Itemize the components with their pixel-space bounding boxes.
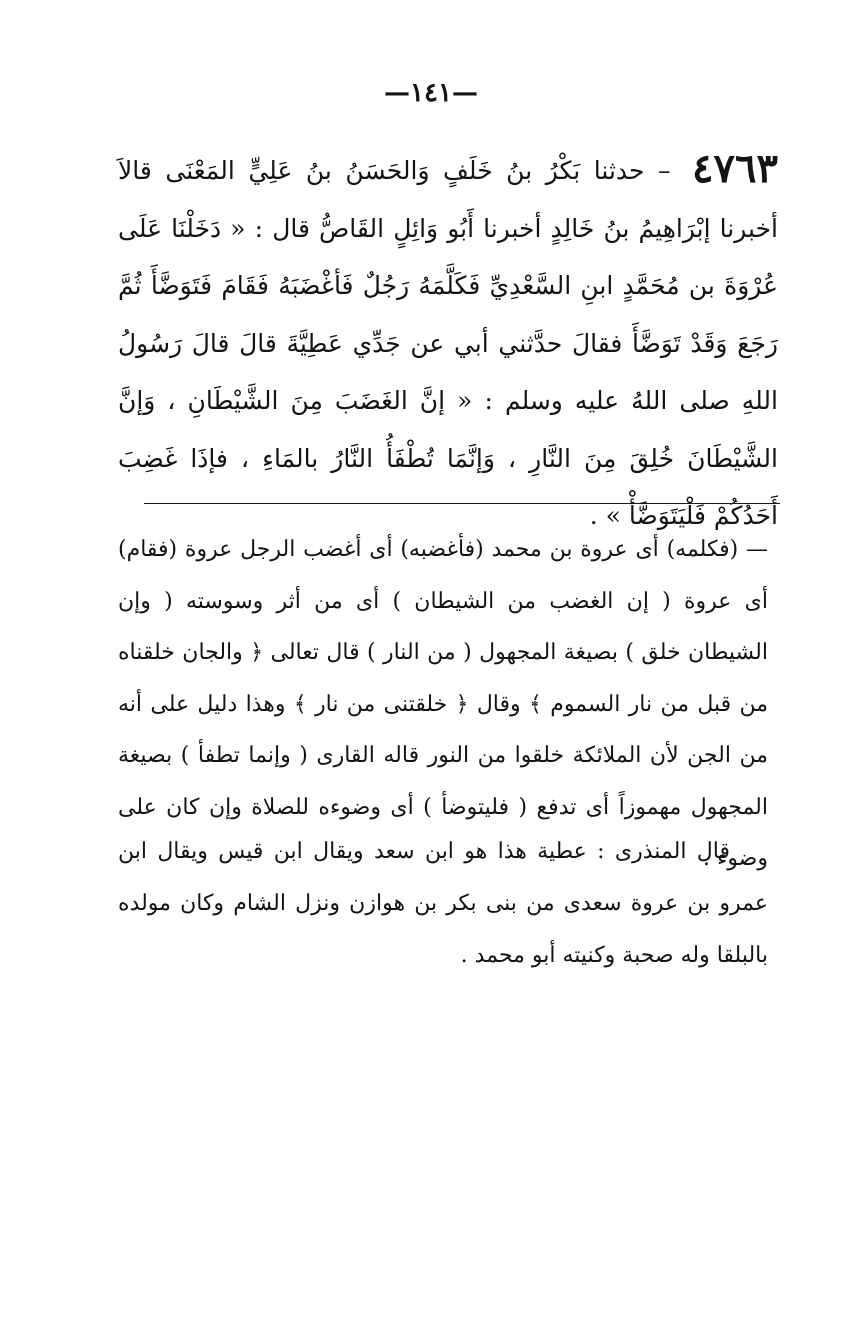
hadith-paragraph — [118, 140, 778, 545]
mundhiri-note: قال المنذرى : عطية هذا هو ابن سعد ويقال ابن قيس ويقال ابن عمرو بن عروة سعدى من بنى بكر بن هوازن ونزل الشام وكان مولده بالبلقا وله صحبة وكنيته أبو محمد . — [118, 839, 768, 968]
commentary-paragraph: — (فكلمه) أى عروة بن محمد (فأغضبه) أى أغضب الرجل عروة (فقام) أى عروة ( إن الغضب من الشيطان ) أى من أثر وسوسته ( وإن الشيطان خلق ) بصيغة المجهول ( من النار ) قال تعالى ﴿ والجان خلقناه من قبل من نار السموم ﴾ وقال ﴿ خلقتنى من نار ﴾ وهذا دليل على أنه من الجن لأن الملائكة خلقوا من النور قاله القارى ( وإنما تطفأ ) بصيغة المجهول مهموزاً أى تدفع ( فليتوضأ ) أى وضوءه للصلاة وإن كان على وضوء . — [118, 537, 768, 871]
section-divider — [144, 503, 780, 504]
hadith-text: – حدثنا بَكْرُ بنُ خَلَفٍ وَالحَسَنُ بنُ عَلِيٍّ المَعْنَى قالاَ أخبرنا إبْرَاهِيمُ بنُ خَالِدٍ أخبرنا أَبُو وَائِلٍ القَاصُّ قال : « دَخَلْنَا عَلَى عُرْوَةَ بن مُحَمَّدٍ ابنِ السَّعْدِيِّ فَكَلَّمَهُ رَجُلٌ فَأغْضَبَهُ فَقَامَ فَتَوَضَّأَ ثُمَّ رَجَعَ وَقَدْ تَوَضَّأَ فقالَ حدَّثني أبي عن جَدِّي عَطِيَّةَ قالَ قالَ رَسُولُ اللهِ صلى اللهُ عليه وسلم : « إنَّ الغَضَبَ مِنَ الشَّيْطَانِ ، وَإنَّ الشَّيْطَانَ خُلِقَ مِنَ النَّارِ ، وَإنَّمَا تُطْفَأُ النَّارُ بالمَاءِ ، فإذَا غَضِبَ أَحَدُكُمْ فَلْيَتَوَضَّأْ » . — [118, 156, 778, 530]
page-number: —١٤١— — [384, 78, 478, 108]
hadith-number: ٤٧٦٣ — [692, 145, 778, 192]
